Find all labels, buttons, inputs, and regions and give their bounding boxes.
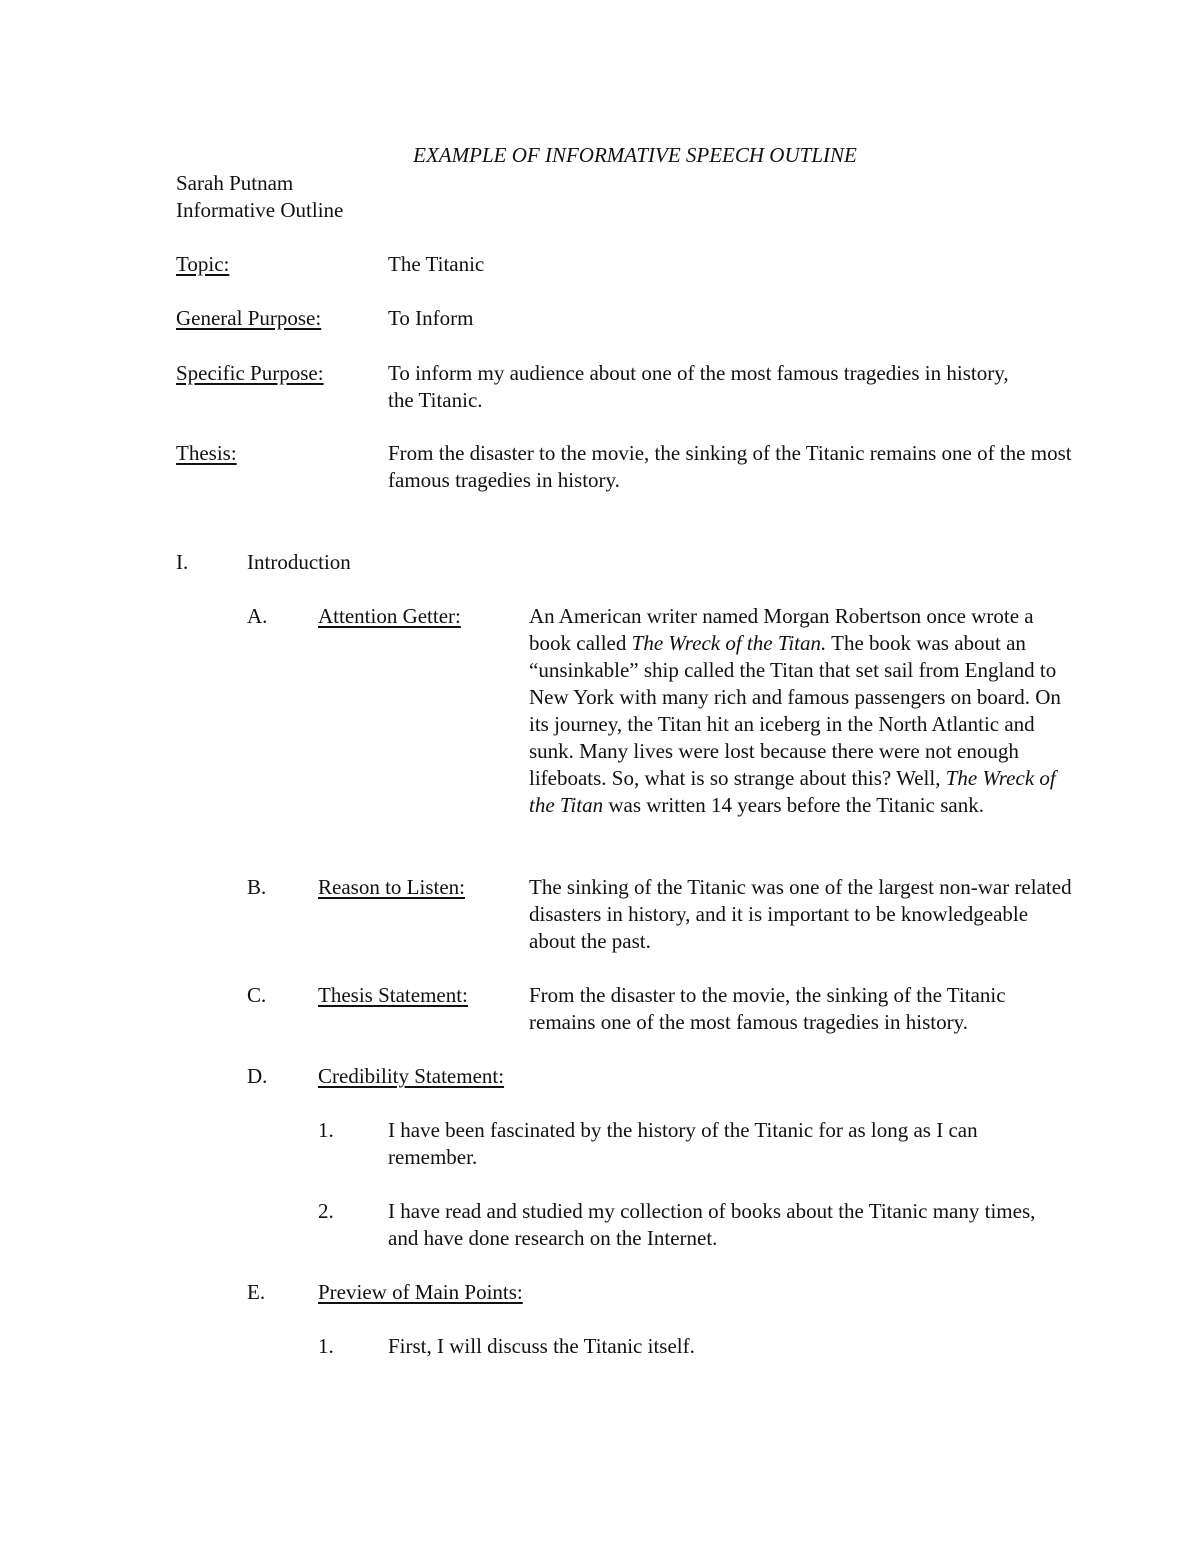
- credibility-point-1-text: I have been fascinated by the history of the Titanic for as long as I can remember.: [388, 1118, 978, 1169]
- item-d-letter: D.: [247, 1064, 268, 1088]
- author-name: Sarah Putnam: [176, 171, 294, 195]
- section-heading: Introduction: [247, 550, 351, 574]
- specific-purpose-value: To inform my audience about one of the most famous tragedies in history, the Titanic.: [388, 361, 1009, 412]
- item-b-letter: B.: [247, 875, 267, 899]
- thesis-statement-text: From the disaster to the movie, the sinking of the Titanic remains one of the most famous tragedies in history.: [529, 983, 1006, 1034]
- preview-main-points-label: Preview of Main Points:: [318, 1280, 523, 1304]
- thesis-value: From the disaster to the movie, the sinking of the Titanic remains one of the most famous tragedies in history.: [388, 441, 1072, 492]
- topic-label: Topic:: [176, 252, 230, 276]
- topic-value: The Titanic: [388, 252, 485, 276]
- credibility-statement-label: Credibility Statement:: [318, 1064, 505, 1088]
- document-title: EXAMPLE OF INFORMATIVE SPEECH OUTLINE: [413, 143, 857, 167]
- attention-getter-text: [529, 603, 1077, 819]
- item-c-letter: C.: [247, 983, 267, 1007]
- book-title-1: The Wreck of the Titan.: [631, 631, 827, 655]
- item-e-letter: E.: [247, 1280, 266, 1304]
- reason-to-listen-label: Reason to Listen:: [318, 875, 465, 899]
- general-purpose-label: General Purpose:: [176, 306, 322, 330]
- book-title-2: The Wreck of the Titan: [529, 766, 1056, 817]
- credibility-point-2-text: I have read and studied my collection of books about the Titanic many times, and have done research on the Internet.: [388, 1199, 1036, 1250]
- item-a-letter: A.: [247, 604, 268, 628]
- credibility-point-1-number: 1.: [318, 1118, 334, 1142]
- preview-point-1-text: First, I will discuss the Titanic itself.: [388, 1334, 695, 1358]
- attention-getter-text-part-2: The book was about an “unsinkable” ship called the Titan that set sail from England to New York with many rich and famous passengers on board. On its journey, the Titan hit an iceberg in the North Atlantic and sunk. Many lives were lost because there were not enough lifeboats. So, what is so strange about this? Well,: [529, 631, 1061, 790]
- document-subtitle: Informative Outline: [176, 198, 344, 222]
- credibility-point-2-number: 2.: [318, 1199, 334, 1223]
- section-number: I.: [176, 550, 189, 574]
- thesis-label: Thesis:: [176, 441, 237, 465]
- thesis-statement-label: Thesis Statement:: [318, 983, 468, 1007]
- attention-getter-text-part-3: was written 14 years before the Titanic sank.: [603, 793, 984, 817]
- reason-to-listen-text: The sinking of the Titanic was one of the largest non-war related disasters in history, and it is important to be knowledgeable about the past.: [529, 875, 1072, 953]
- general-purpose-value: To Inform: [388, 306, 474, 330]
- specific-purpose-label: Specific Purpose:: [176, 361, 324, 385]
- attention-getter-text-part-1: An American writer named Morgan Robertson once wrote a book called: [529, 604, 1034, 655]
- preview-point-1-number: 1.: [318, 1334, 334, 1358]
- attention-getter-label: Attention Getter:: [318, 604, 461, 628]
